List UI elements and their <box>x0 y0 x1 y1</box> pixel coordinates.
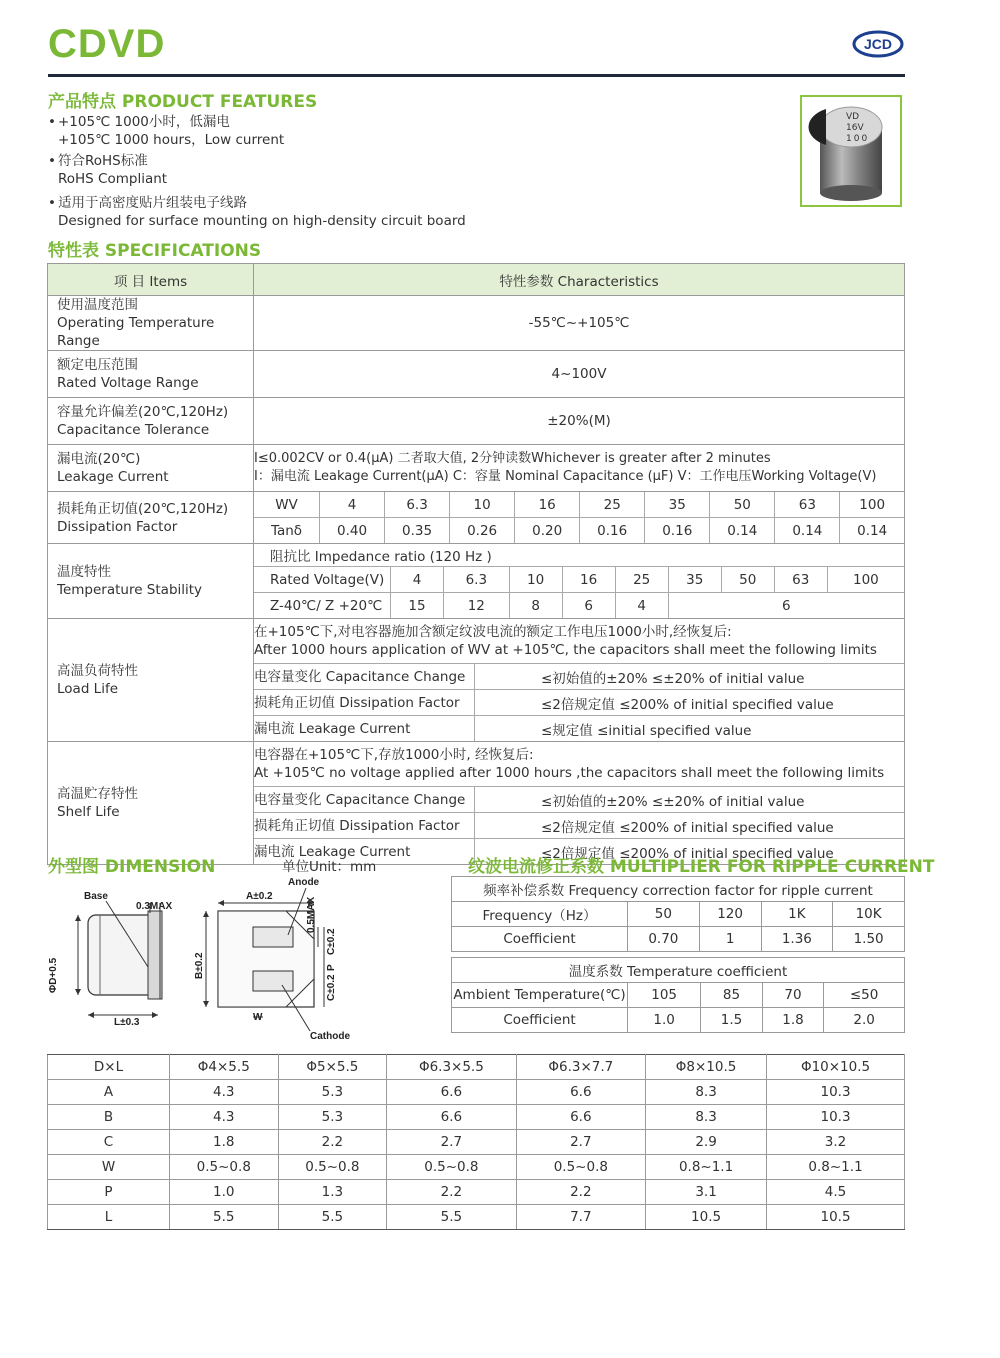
shelf-life-value: ≤2倍规定值 ≤200% of initial specified value <box>541 845 834 862</box>
temp-coef-cell: 1.8 <box>762 1008 824 1033</box>
z-cell: 6 <box>782 597 791 614</box>
wv-cell: 50 <box>710 492 775 518</box>
dim-cell: 2.7 <box>387 1130 516 1155</box>
freq-cell: 10K <box>833 902 905 927</box>
photo-line3: 100 <box>846 134 870 144</box>
tolerance-value: ±20%(M) <box>254 398 905 445</box>
product-title: CDVD <box>48 22 166 66</box>
label-anode: Anode <box>288 877 320 888</box>
label-en: Dissipation Factor <box>57 518 178 535</box>
temp-coef-cell: 1.0 <box>628 1008 701 1033</box>
dim-cell: 2.7 <box>516 1130 645 1155</box>
load-life-key: 漏电流 Leakage Current <box>254 716 475 742</box>
dim-cell: 10.5 <box>646 1205 767 1230</box>
leakage-legend: I：漏电流 Leakage Current(μA) C：容量 Nominal Capacitance (μF) V：工作电压Working Voltage(V) <box>254 469 877 484</box>
load-life-condition-en: After 1000 hours application of WV at +105℃, the capacitors shall meet the following limits <box>254 642 877 658</box>
dim-header-cell: Φ6.3×7.7 <box>516 1055 645 1080</box>
z-cell: 4 <box>615 593 668 619</box>
dim-cell: 4.5 <box>767 1180 905 1205</box>
freq-cell: 1K <box>761 902 833 927</box>
dim-cell: 10.5 <box>767 1205 905 1230</box>
dim-cell: B <box>48 1105 170 1130</box>
dim-cell: 4.3 <box>170 1080 279 1105</box>
ripple-heading: 纹波电流修正系数 MULTIPLIER FOR RIPPLE CURRENT <box>468 857 935 877</box>
dim-cell: 6.6 <box>516 1105 645 1130</box>
temp-range-value: -55℃~+105℃ <box>254 296 905 351</box>
label-b: B±0.2 <box>194 952 205 979</box>
spec-row-load-life <box>48 619 905 742</box>
feature-en: RoHS Compliant <box>58 171 168 187</box>
temp-cell: 85 <box>701 983 763 1008</box>
feature-item: • 适用于高密度贴片组装电子线路 Designed for surface mounting on high-density circuit board <box>48 195 466 229</box>
label-cathode: Cathode <box>310 1031 350 1042</box>
label-en: Shelf Life <box>57 804 120 820</box>
tan-cell: 0.35 <box>385 518 450 544</box>
dim-cell: 1.0 <box>170 1180 279 1205</box>
freq-coef-cell: 1 <box>699 927 761 952</box>
freq-cell: 50 <box>628 902 700 927</box>
jcd-logo <box>852 30 904 58</box>
frequency-table <box>451 876 905 952</box>
load-life-key: 损耗角正切值 Dissipation Factor <box>254 690 475 716</box>
feature-cn: 符合RoHS标准 <box>58 153 148 169</box>
dim-cell: 4.3 <box>170 1105 279 1130</box>
rv-cell: 35 <box>668 567 721 593</box>
specs-heading: 特性表 SPECIFICATIONS <box>48 241 262 261</box>
stability-subtable <box>254 544 904 618</box>
dim-cell: 6.6 <box>387 1105 516 1130</box>
shelf-life-subtable <box>254 742 904 864</box>
z-cell: 6 <box>562 593 615 619</box>
label-en: Capacitance Tolerance <box>57 422 210 438</box>
spec-row-shelf-life <box>48 742 905 865</box>
dimension-table <box>47 1054 905 1230</box>
dim-cell: 0.8~1.1 <box>646 1155 767 1180</box>
wv-cell: 10 <box>450 492 515 518</box>
col-characteristics: 特性参数 Characteristics <box>254 264 905 296</box>
temp-cell: ≤50 <box>824 983 905 1008</box>
label-cn: 漏电流(20℃) <box>57 451 141 467</box>
dim-cell: A <box>48 1080 170 1105</box>
wv-label: WV <box>254 492 320 518</box>
features-heading: 产品特点 PRODUCT FEATURES <box>48 92 318 112</box>
wv-cell: 25 <box>580 492 645 518</box>
dimension-heading: 外型图 DIMENSION <box>48 857 216 877</box>
z-label: Z-40℃/ Z +20℃ <box>254 593 391 619</box>
dim-cell: 3.1 <box>646 1180 767 1205</box>
dim-cell: 1.3 <box>278 1180 387 1205</box>
temperature-table <box>451 957 905 1033</box>
label-05max: 0.5MAX <box>306 896 317 933</box>
rv-cell: 4 <box>391 567 444 593</box>
z-cell: 12 <box>444 593 510 619</box>
label-cn: 额定电压范围 <box>57 357 138 373</box>
rv-cell: 100 <box>827 567 904 593</box>
freq-coef-cell: 1.36 <box>761 927 833 952</box>
label-p: P <box>326 964 337 971</box>
tan-cell: 0.16 <box>645 518 710 544</box>
shelf-life-key: 损耗角正切值 Dissipation Factor <box>254 813 475 839</box>
label-c1: C±0.2 <box>326 928 337 955</box>
freq-coef-cell: 1.50 <box>833 927 905 952</box>
spec-row-dissipation <box>48 492 905 544</box>
temp-label: Ambient Temperature(℃) <box>452 983 628 1008</box>
dim-cell: 0.5~0.8 <box>170 1155 279 1180</box>
logo-text: JCD <box>863 36 893 52</box>
temp-cell: 105 <box>628 983 701 1008</box>
dissipation-subtable <box>254 492 904 543</box>
label-cn: 使用温度范围 <box>57 297 138 313</box>
rv-cell: 6.3 <box>444 567 510 593</box>
table-row <box>48 1205 905 1230</box>
dim-cell: 0.5~0.8 <box>278 1155 387 1180</box>
feature-item: • +105℃ 1000小时，低漏电 +105℃ 1000 hours，Low current <box>48 114 285 148</box>
wv-cell: 16 <box>515 492 580 518</box>
shelf-life-key: 电容量变化 Capacitance Change <box>254 787 475 813</box>
header-divider <box>48 74 905 77</box>
label-03max: 0.3MAX <box>136 901 173 912</box>
wv-cell: 35 <box>645 492 710 518</box>
photo-line2: 16V <box>846 123 864 133</box>
tan-cell: 0.14 <box>857 522 888 539</box>
dim-cell: L <box>48 1205 170 1230</box>
dim-cell: 3.2 <box>767 1130 905 1155</box>
rv-cell: 63 <box>774 567 827 593</box>
spec-row-temp <box>48 296 905 351</box>
col-items: 项 目 Items <box>48 264 254 296</box>
dim-header-cell: D×L <box>48 1055 170 1080</box>
load-life-subtable <box>254 619 904 741</box>
label-base: Base <box>84 891 108 902</box>
label-en: Load Life <box>57 681 119 697</box>
label-en: Operating Temperature Range <box>57 315 215 349</box>
temp-coef-cell: 2.0 <box>824 1008 905 1033</box>
rv-cell: 16 <box>562 567 615 593</box>
table-row <box>48 1155 905 1180</box>
specifications-table <box>47 263 905 865</box>
label-cn: 损耗角正切值(20℃,120Hz) <box>57 500 229 517</box>
load-life-value: ≤2倍规定值 ≤200% of initial specified value <box>475 690 905 716</box>
shelf-life-condition-cn: 电容器在+105℃下,存放1000小时, 经恢复后: <box>254 747 534 763</box>
freq-coef-label: Coefficient <box>452 927 628 952</box>
dim-cell: 6.6 <box>516 1080 645 1105</box>
dim-cell: 5.3 <box>278 1080 387 1105</box>
dim-cell: 0.5~0.8 <box>516 1155 645 1180</box>
spec-row-voltage <box>48 351 905 398</box>
feature-en: Designed for surface mounting on high-density circuit board <box>58 213 466 229</box>
temp-title: 温度系数 Temperature coefficient <box>452 958 905 983</box>
label-en: Leakage Current <box>57 469 169 485</box>
dim-cell: 1.8 <box>170 1130 279 1155</box>
wv-cell: 6.3 <box>385 492 450 518</box>
feature-cn: +105℃ 1000小时，低漏电 <box>58 114 230 130</box>
dim-header-row <box>48 1055 905 1080</box>
rv-cell: 50 <box>721 567 774 593</box>
leakage-formula: I≤0.002CV or 0.4(μA) 二者取大值, 2分钟读数Whichever is greater after 2 minutes <box>254 451 771 466</box>
label-l: L±0.3 <box>114 1017 140 1028</box>
label-cn: 温度特性 <box>57 564 111 580</box>
freq-cell: 120 <box>699 902 761 927</box>
tan-cell: 0.40 <box>320 518 385 544</box>
dim-cell: 6.6 <box>387 1080 516 1105</box>
spec-row-stability <box>48 544 905 619</box>
dimension-diagram <box>48 875 448 1045</box>
dim-cell: 5.5 <box>387 1205 516 1230</box>
label-cn: 容量允许偏差(20℃,120Hz) <box>57 404 229 420</box>
wv-cell: 4 <box>320 492 385 518</box>
dim-header-cell: Φ10×10.5 <box>767 1055 905 1080</box>
impedance-caption: 阻抗比 Impedance ratio (120 Hz ) <box>254 544 904 567</box>
temp-cell: 70 <box>762 983 824 1008</box>
dim-cell: 7.7 <box>516 1205 645 1230</box>
rv-label: Rated Voltage(V) <box>254 567 391 593</box>
table-row <box>48 1105 905 1130</box>
label-cn: 高温贮存特性 <box>57 786 138 802</box>
dim-cell: 5.5 <box>278 1205 387 1230</box>
load-life-value: ≤规定值 ≤initial specified value <box>541 722 752 739</box>
dim-cell: 8.3 <box>646 1105 767 1130</box>
tan-cell: 0.26 <box>450 518 515 544</box>
product-photo <box>800 95 902 207</box>
dim-cell: P <box>48 1180 170 1205</box>
wv-cell: 63 <box>775 492 840 518</box>
freq-coef-cell: 0.70 <box>628 927 700 952</box>
dim-header-cell: Φ5×5.5 <box>278 1055 387 1080</box>
label-en: Temperature Stability <box>57 582 203 598</box>
dim-cell: 5.5 <box>170 1205 279 1230</box>
spec-row-tolerance <box>48 398 905 445</box>
dim-cell: C <box>48 1130 170 1155</box>
temp-coef-cell: 1.5 <box>701 1008 763 1033</box>
voltage-value: 4~100V <box>254 351 905 398</box>
shelf-life-value: ≤2倍规定值 ≤200% of initial specified value <box>475 813 905 839</box>
z-cell: 8 <box>509 593 562 619</box>
feature-item: • 符合RoHS标准 RoHS Compliant <box>48 153 168 187</box>
dim-cell: 2.2 <box>387 1180 516 1205</box>
freq-title: 频率补偿系数 Frequency correction factor for ripple current <box>452 877 905 902</box>
dim-cell: 2.2 <box>516 1180 645 1205</box>
shelf-life-condition-en: At +105℃ no voltage applied after 1000 hours ,the capacitors shall meet the following limits <box>254 765 885 781</box>
dim-cell: W <box>48 1155 170 1180</box>
table-row <box>48 1180 905 1205</box>
temp-coef-label: Coefficient <box>452 1008 628 1033</box>
label-c2: C±0.2 <box>326 974 337 1001</box>
load-life-key: 电容量变化 Capacitance Change <box>254 664 475 690</box>
label-en: Rated Voltage Range <box>57 375 199 391</box>
freq-label: Frequency（Hz） <box>452 902 628 927</box>
load-life-value: ≤初始值的±20% ≤±20% of initial value <box>475 664 905 690</box>
tan-cell: 0.16 <box>580 518 645 544</box>
load-life-condition-cn: 在+105℃下,对电容器施加含额定纹波电流的额定工作电压1000小时,经恢复后: <box>254 624 732 640</box>
spec-header-row <box>48 264 905 296</box>
tan-cell: 0.14 <box>710 518 775 544</box>
spec-row-leakage <box>48 445 905 492</box>
label-cn: 高温负荷特性 <box>57 663 138 679</box>
dim-header-cell: Φ6.3×5.5 <box>387 1055 516 1080</box>
table-row <box>48 1130 905 1155</box>
dim-cell: 2.2 <box>278 1130 387 1155</box>
z-cell: 15 <box>391 593 444 619</box>
table-row <box>48 1080 905 1105</box>
dim-cell: 8.3 <box>646 1080 767 1105</box>
shelf-life-key: 漏电流 Leakage Current <box>254 839 475 865</box>
feature-en: +105℃ 1000 hours，Low current <box>58 132 285 148</box>
dim-cell: 10.3 <box>767 1105 905 1130</box>
label-w: W <box>253 1012 263 1023</box>
unit-label: 单位Unit：mm <box>282 859 377 875</box>
label-phid: ΦD+0.5 <box>48 957 59 993</box>
rv-cell: 25 <box>615 567 668 593</box>
dim-cell: 10.3 <box>767 1080 905 1105</box>
label-a: A±0.2 <box>246 891 273 902</box>
dim-cell: 0.8~1.1 <box>767 1155 905 1180</box>
feature-cn: 适用于高密度贴片组装电子线路 <box>58 195 247 211</box>
dim-header-cell: Φ4×5.5 <box>170 1055 279 1080</box>
rv-cell: 10 <box>509 567 562 593</box>
photo-line1: VD <box>846 112 860 122</box>
dim-header-cell: Φ8×10.5 <box>646 1055 767 1080</box>
dim-cell: 5.3 <box>278 1105 387 1130</box>
dim-cell: 2.9 <box>646 1130 767 1155</box>
tan-cell: 0.14 <box>775 518 840 544</box>
dim-cell: 0.5~0.8 <box>387 1155 516 1180</box>
shelf-life-value: ≤初始值的±20% ≤±20% of initial value <box>475 787 905 813</box>
tan-label: Tanδ <box>254 518 320 544</box>
tan-cell: 0.20 <box>515 518 580 544</box>
wv-cell: 100 <box>840 492 904 518</box>
